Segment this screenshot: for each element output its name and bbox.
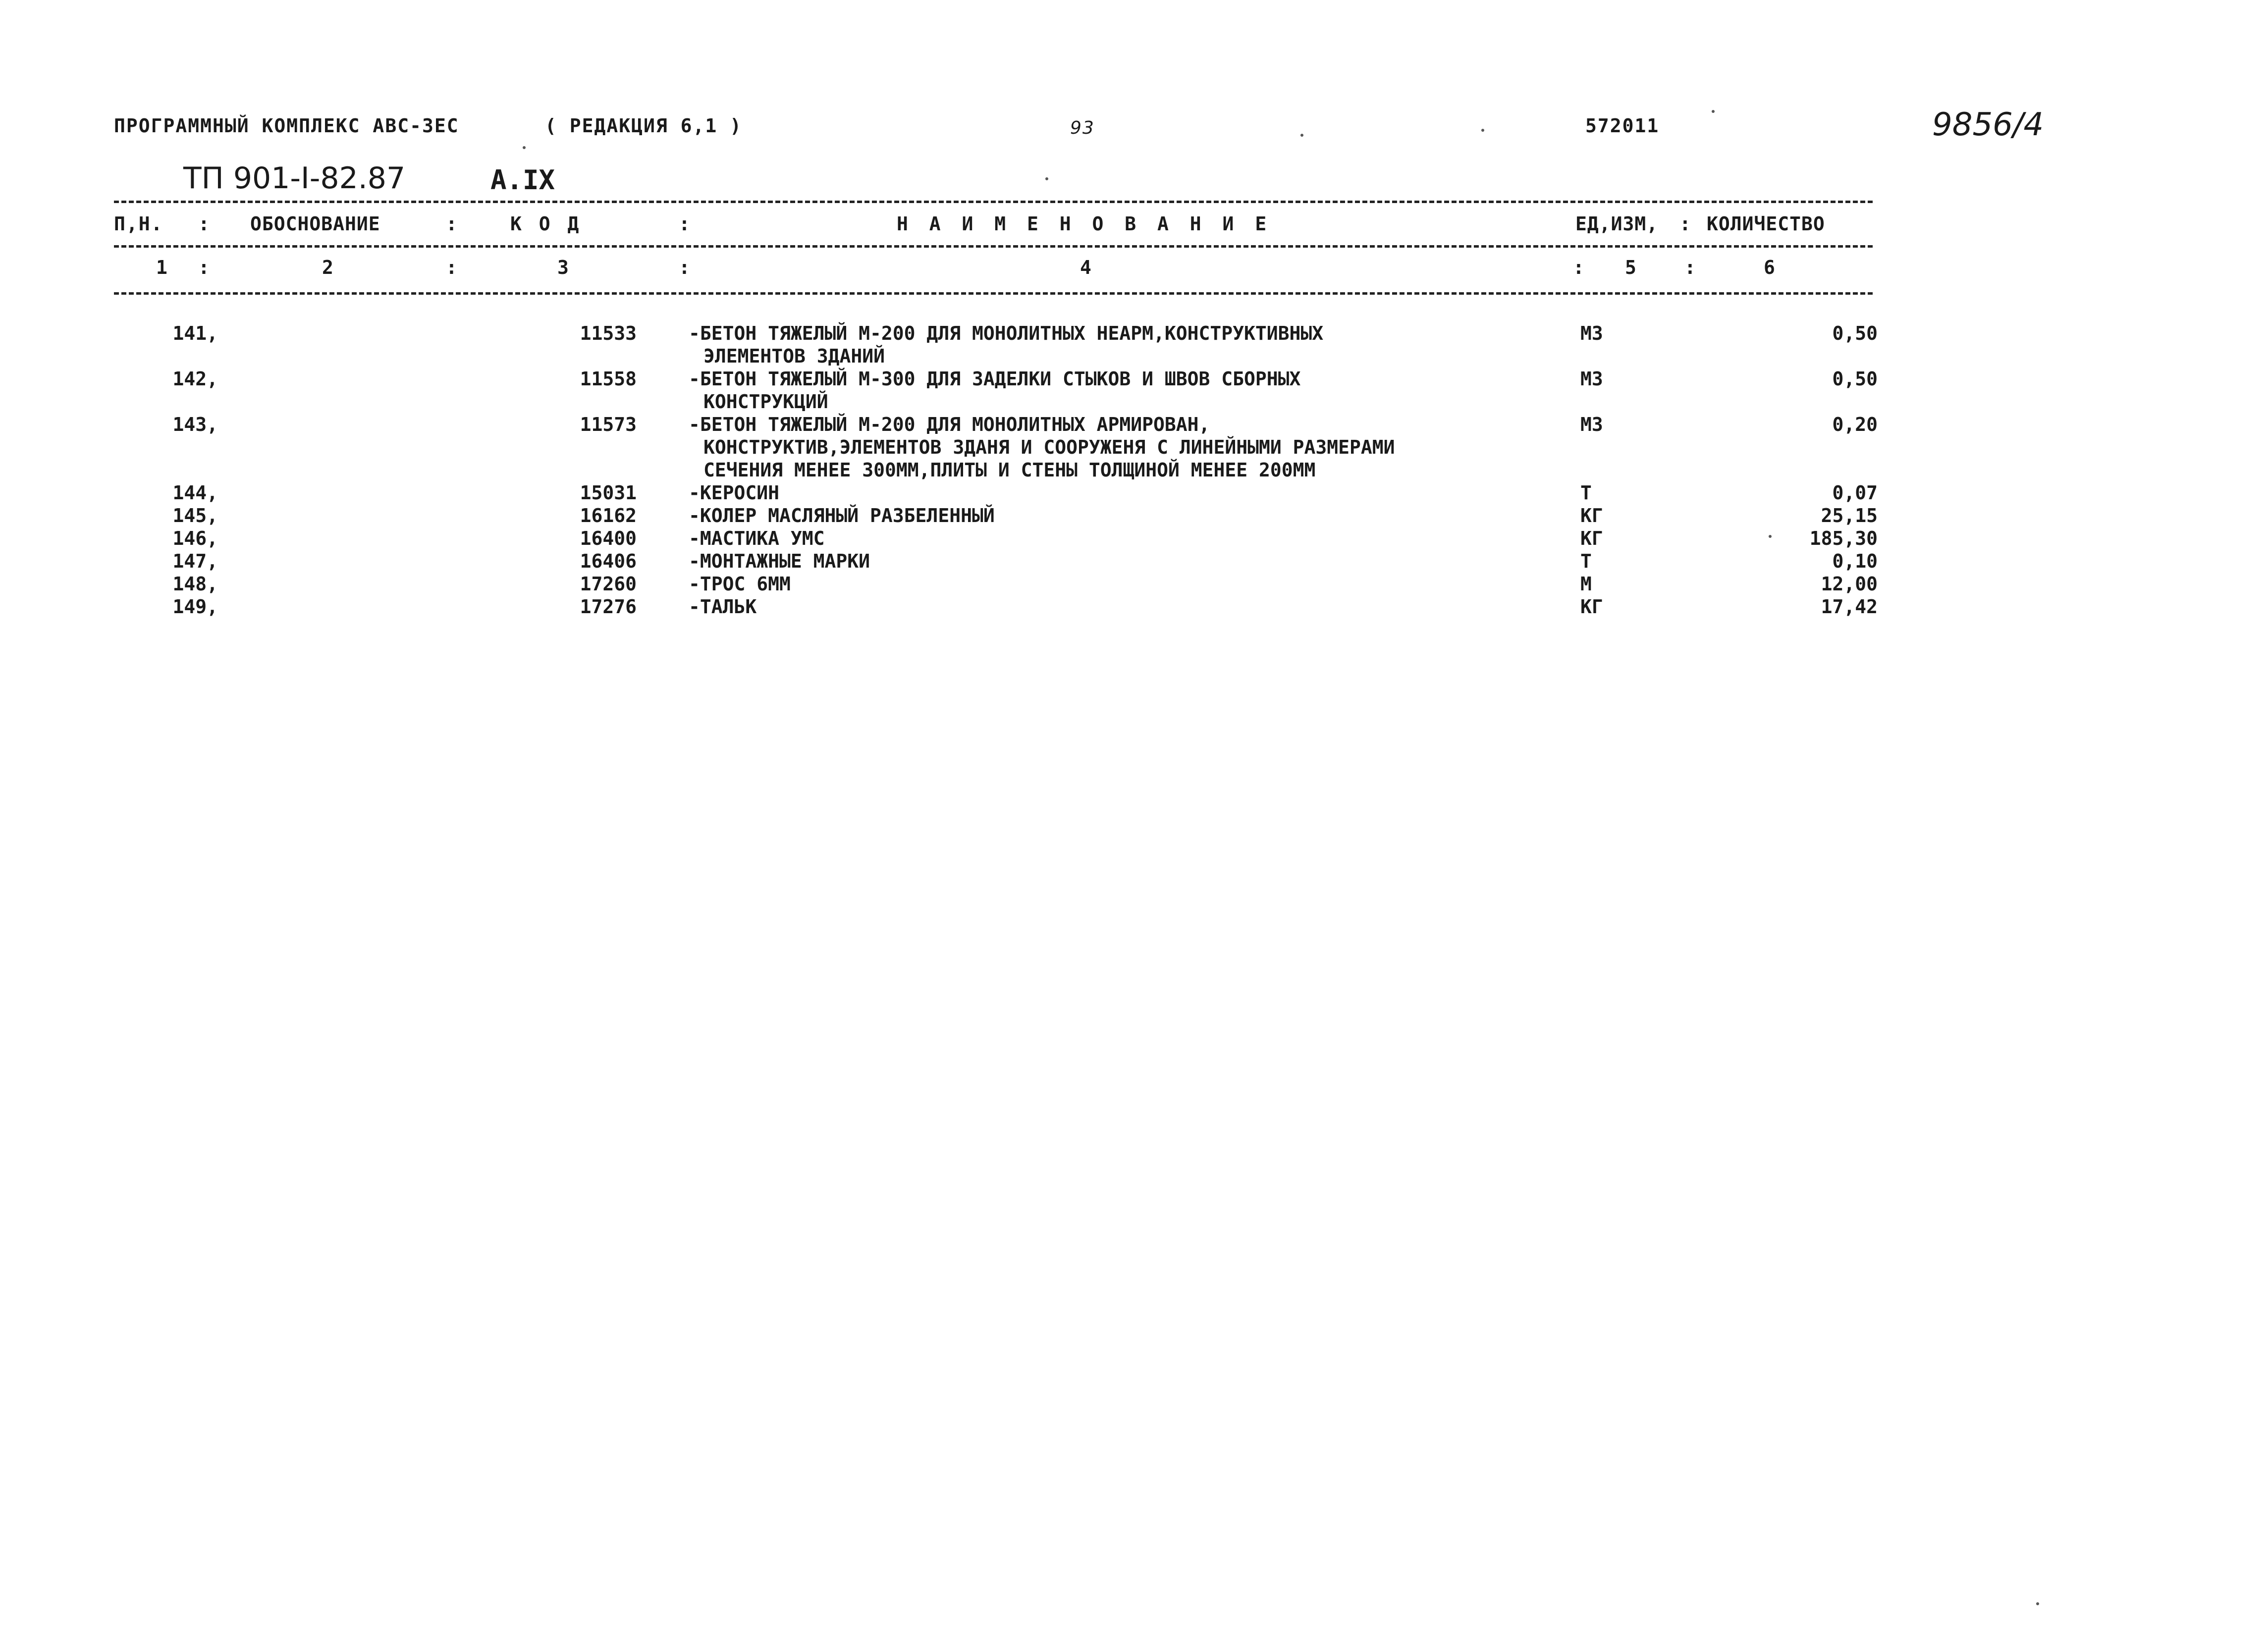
- table-row: [114, 550, 1878, 573]
- row-name-line: -МОНТАЖНЫЕ МАРКИ: [689, 550, 870, 572]
- row-quantity: 17,42: [1821, 596, 1878, 618]
- row-position-number: 143,: [172, 414, 218, 435]
- row-name-line: -ТРОС 6ММ: [689, 573, 791, 595]
- row-quantity: 25,15: [1821, 505, 1878, 526]
- row-name: [689, 527, 1580, 550]
- row-unit: М3: [1580, 322, 1603, 344]
- row-basis: [218, 504, 525, 527]
- columns-rule: [114, 292, 1873, 295]
- row-position-number: 144,: [172, 482, 218, 504]
- row-quantity: 0,50: [1832, 368, 1878, 390]
- row-name-line: -БЕТОН ТЯЖЕЛЫЙ М-200 ДЛЯ МОНОЛИТНЫХ НЕАРМ,КОНСТРУКТИВНЫХ: [689, 322, 1324, 344]
- col-sep: :: [1679, 213, 1693, 235]
- row-name-line: СЕЧЕНИЯ МЕНЕЕ 300ММ,ПЛИТЫ И СТЕНЫ ТОЛЩИНОЙ МЕНЕЕ 200ММ: [703, 459, 1316, 481]
- table-row: [114, 573, 1878, 595]
- scan-speck: [1045, 177, 1048, 180]
- row-basis: [218, 550, 525, 573]
- row-gap: [637, 527, 689, 550]
- col-sep: :: [679, 213, 692, 235]
- col-header-basis: ОБОСНОВАНИЕ: [250, 213, 380, 235]
- col-number-6: 6: [1764, 257, 1775, 278]
- table-row: [114, 413, 1878, 481]
- col-sep: :: [1684, 257, 1696, 278]
- col-number-5: 5: [1625, 257, 1636, 278]
- row-basis: [218, 322, 525, 368]
- row-name: [689, 504, 1580, 527]
- col-header-code: К О Д: [510, 213, 582, 235]
- col-sep: :: [198, 213, 212, 235]
- row-gap: [637, 573, 689, 595]
- scan-speck: [2036, 1602, 2039, 1605]
- row-position-number: 146,: [172, 527, 218, 549]
- col-sep: :: [679, 257, 690, 278]
- row-code: 17276: [580, 596, 637, 618]
- row-position-number: 147,: [172, 550, 218, 572]
- col-sep: :: [446, 257, 457, 278]
- row-code: 17260: [580, 573, 637, 595]
- table-row: [114, 322, 1878, 368]
- header-rule: [114, 245, 1873, 248]
- table-row: [114, 527, 1878, 550]
- col-header-pn: П,Н.: [114, 213, 163, 235]
- col-number-2: 2: [322, 257, 333, 278]
- row-code: 16400: [580, 527, 637, 549]
- row-name-line: -БЕТОН ТЯЖЕЛЫЙ М-300 ДЛЯ ЗАДЕЛКИ СТЫКОВ И ШВОВ СБОРНЫХ: [689, 368, 1301, 390]
- row-basis: [218, 573, 525, 595]
- row-position-number: 149,: [172, 596, 218, 618]
- row-name-line: КОНСТРУКТИВ,ЭЛЕМЕНТОВ ЗДАНЯ И СООРУЖЕНЯ С ЛИНЕЙНЫМИ РАЗМЕРАМИ: [703, 436, 1395, 458]
- row-unit: КГ: [1580, 527, 1603, 549]
- col-sep: :: [446, 213, 459, 235]
- table-row: [114, 368, 1878, 413]
- row-basis: [218, 527, 525, 550]
- row-position-number: 148,: [172, 573, 218, 595]
- row-basis: [218, 595, 525, 618]
- row-code: 11573: [580, 414, 637, 435]
- row-quantity: 12,00: [1821, 573, 1878, 595]
- row-code: 11533: [580, 322, 637, 344]
- col-number-3: 3: [557, 257, 569, 278]
- row-quantity: 185,30: [1809, 527, 1878, 549]
- row-name: [689, 413, 1580, 481]
- col-number-1: 1: [156, 257, 167, 278]
- table-row: [114, 504, 1878, 527]
- handwritten-reference: 9856/4: [1932, 106, 2044, 143]
- row-name: [689, 550, 1580, 573]
- table-row: [114, 481, 1878, 504]
- row-code: 16406: [580, 550, 637, 572]
- row-name-line: -БЕТОН ТЯЖЕЛЫЙ М-200 ДЛЯ МОНОЛИТНЫХ АРМИРОВАН,: [689, 414, 1210, 435]
- row-quantity: 0,10: [1832, 550, 1878, 572]
- section-code: А.IX: [490, 164, 555, 196]
- row-name-line: -КЕРОСИН: [689, 482, 780, 504]
- row-position-number: 145,: [172, 505, 218, 526]
- table-row: [114, 595, 1878, 618]
- row-name: [689, 595, 1580, 618]
- col-sep: :: [198, 257, 210, 278]
- row-quantity: 0,07: [1832, 482, 1878, 504]
- row-unit: Т: [1580, 482, 1592, 504]
- col-header-qty: КОЛИЧЕСТВО: [1707, 213, 1825, 235]
- row-gap: [637, 504, 689, 527]
- row-name-line: ЭЛЕМЕНТОВ ЗДАНИЙ: [703, 345, 885, 367]
- page-number: 93: [1070, 118, 1095, 138]
- row-basis: [218, 413, 525, 481]
- top-rule: [114, 201, 1873, 203]
- row-name-line: КОНСТРУКЦИЙ: [703, 391, 828, 413]
- scan-speck: [1481, 129, 1484, 132]
- document-code: 572011: [1585, 115, 1660, 137]
- row-unit: М3: [1580, 368, 1603, 390]
- row-basis: [218, 481, 525, 504]
- program-title: ПРОГРАММНЫЙ КОМПЛЕКС АВС-ЗЕС: [114, 115, 459, 137]
- row-unit: М3: [1580, 414, 1603, 435]
- row-name: [689, 368, 1580, 413]
- col-header-name: Н А И М Е Н О В А Н И Е: [897, 213, 1272, 235]
- scan-speck: [1300, 134, 1303, 137]
- row-gap: [637, 481, 689, 504]
- row-name: [689, 573, 1580, 595]
- col-number-4: 4: [1080, 257, 1091, 278]
- row-quantity: 0,20: [1832, 414, 1878, 435]
- row-gap: [637, 550, 689, 573]
- row-gap: [637, 322, 689, 368]
- row-gap: [637, 595, 689, 618]
- row-position-number: 142,: [172, 368, 218, 390]
- scan-speck: [1712, 110, 1715, 113]
- row-name: [689, 481, 1580, 504]
- row-gap: [637, 368, 689, 413]
- row-name-line: -МАСТИКА УМС: [689, 527, 825, 549]
- row-unit: М: [1580, 573, 1592, 595]
- row-unit: КГ: [1580, 596, 1603, 618]
- row-basis: [218, 368, 525, 413]
- row-gap: [637, 413, 689, 481]
- edition-label: ( РЕДАКЦИЯ 6,1 ): [545, 115, 743, 137]
- row-unit: Т: [1580, 550, 1592, 572]
- items-table-body: [114, 322, 1878, 618]
- row-quantity: 0,50: [1832, 322, 1878, 344]
- scan-speck: [523, 146, 526, 149]
- scan-speck: [1769, 535, 1772, 538]
- row-name: [689, 322, 1580, 368]
- col-header-unit: ЕД,ИЗМ,: [1575, 213, 1659, 235]
- items-table: [114, 322, 1878, 618]
- row-position-number: 141,: [172, 322, 218, 344]
- row-unit: КГ: [1580, 505, 1603, 526]
- row-code: 15031: [580, 482, 637, 504]
- row-code: 16162: [580, 505, 637, 526]
- row-code: 11558: [580, 368, 637, 390]
- project-code: ТП 901-I-82.87: [183, 161, 406, 196]
- col-sep: :: [1573, 257, 1584, 278]
- row-name-line: -КОЛЕР МАСЛЯНЫЙ РАЗБЕЛЕННЫЙ: [689, 505, 995, 526]
- row-name-line: -ТАЛЬК: [689, 596, 757, 618]
